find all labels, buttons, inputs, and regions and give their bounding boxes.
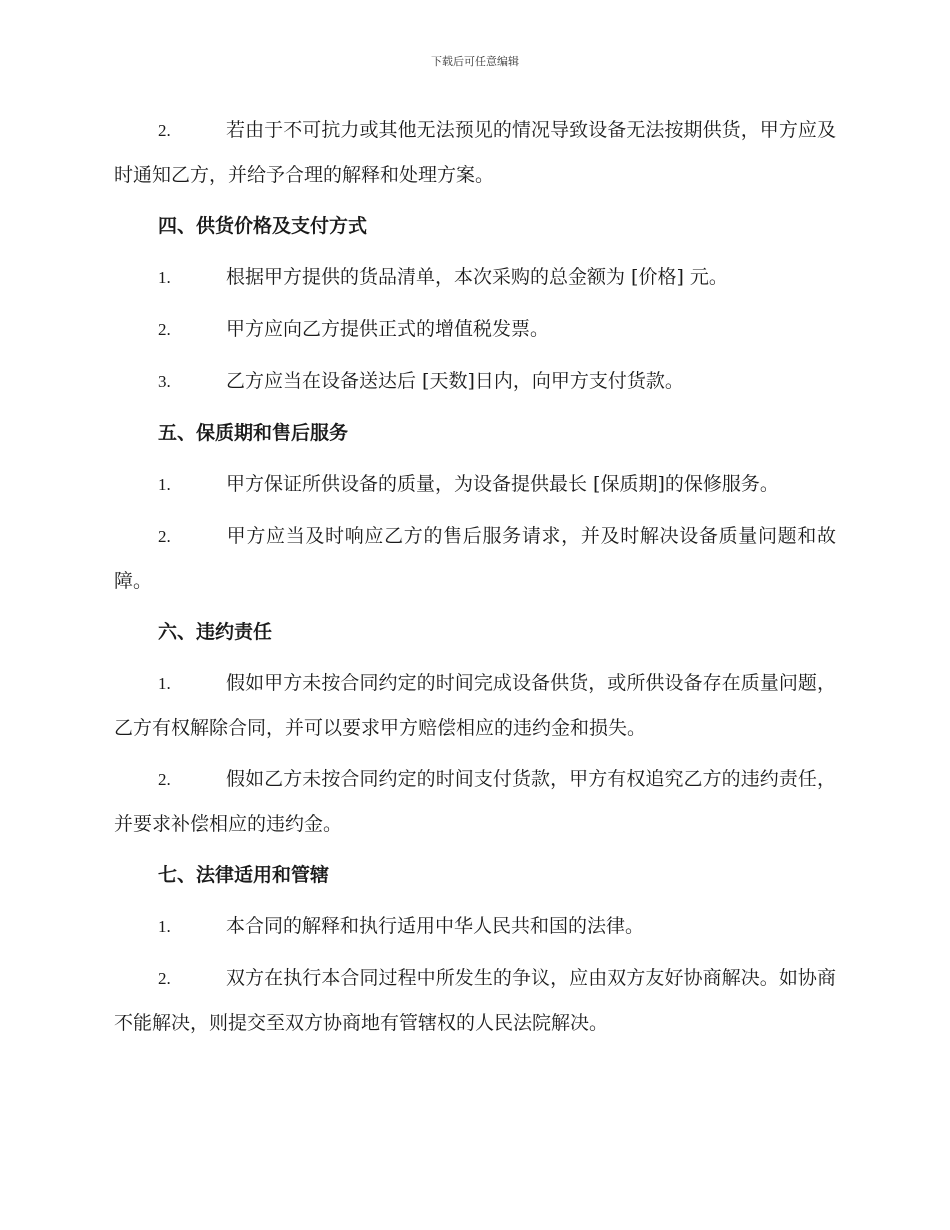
clause-text: 若由于不可抗力或其他无法预见的情况导致设备无法按期供货，甲方应及时通知乙方，并给予合理的解释和处理方案。 xyxy=(114,119,836,186)
clause-number: 2. xyxy=(158,121,171,140)
clause-3-2 xyxy=(114,108,836,197)
clause-4-2 xyxy=(114,307,836,352)
clause-number: 2. xyxy=(158,969,171,988)
clause-text: 甲方保证所供设备的质量，为设备提供最长 [保质期]的保修服务。 xyxy=(226,473,779,495)
clause-5-1 xyxy=(114,462,836,507)
clause-text: 本合同的解释和执行适用中华人民共和国的法律。 xyxy=(226,915,645,937)
section-heading-6: 六、违约责任 xyxy=(158,621,273,643)
page-header: 下载后可任意编辑 xyxy=(431,55,519,68)
clause-number: 2. xyxy=(158,770,171,789)
clause-7-1 xyxy=(114,904,836,949)
document-body xyxy=(114,108,836,1052)
clause-4-3 xyxy=(114,359,836,404)
section-heading-7: 七、法律适用和管辖 xyxy=(158,864,330,886)
clause-6-2 xyxy=(114,757,836,846)
clause-7-2 xyxy=(114,956,836,1045)
clause-6-1 xyxy=(114,661,836,750)
clause-5-2 xyxy=(114,514,836,603)
clause-number: 2. xyxy=(158,527,171,546)
clause-number: 1. xyxy=(158,475,171,494)
clause-number: 2. xyxy=(158,320,171,339)
clause-number: 1. xyxy=(158,268,171,287)
section-heading-5: 五、保质期和售后服务 xyxy=(158,422,349,444)
clause-text: 甲方应当及时响应乙方的售后服务请求，并及时解决设备质量问题和故障。 xyxy=(114,525,836,592)
clause-text: 乙方应当在设备送达后 [天数]日内，向甲方支付货款。 xyxy=(226,370,684,392)
clause-number: 1. xyxy=(158,917,171,936)
clause-text: 假如甲方未按合同约定的时间完成设备供货，或所供设备存在质量问题，乙方有权解除合同，并可以要求甲方赔偿相应的违约金和损失。 xyxy=(114,672,836,739)
clause-text: 假如乙方未按合同约定的时间支付货款，甲方有权追究乙方的违约责任，并要求补偿相应的违约金。 xyxy=(114,768,836,835)
clause-number: 1. xyxy=(158,674,171,693)
section-heading-4: 四、供货价格及支付方式 xyxy=(158,215,368,237)
clause-text: 根据甲方提供的货品清单，本次采购的总金额为 [价格] 元。 xyxy=(226,266,728,288)
clause-text: 甲方应向乙方提供正式的增值税发票。 xyxy=(226,318,550,340)
clause-text: 双方在执行本合同过程中所发生的争议，应由双方友好协商解决。如协商不能解决，则提交至双方协商地有管辖权的人民法院解决。 xyxy=(114,967,836,1034)
clause-number: 3. xyxy=(158,372,171,391)
clause-4-1 xyxy=(114,255,836,300)
